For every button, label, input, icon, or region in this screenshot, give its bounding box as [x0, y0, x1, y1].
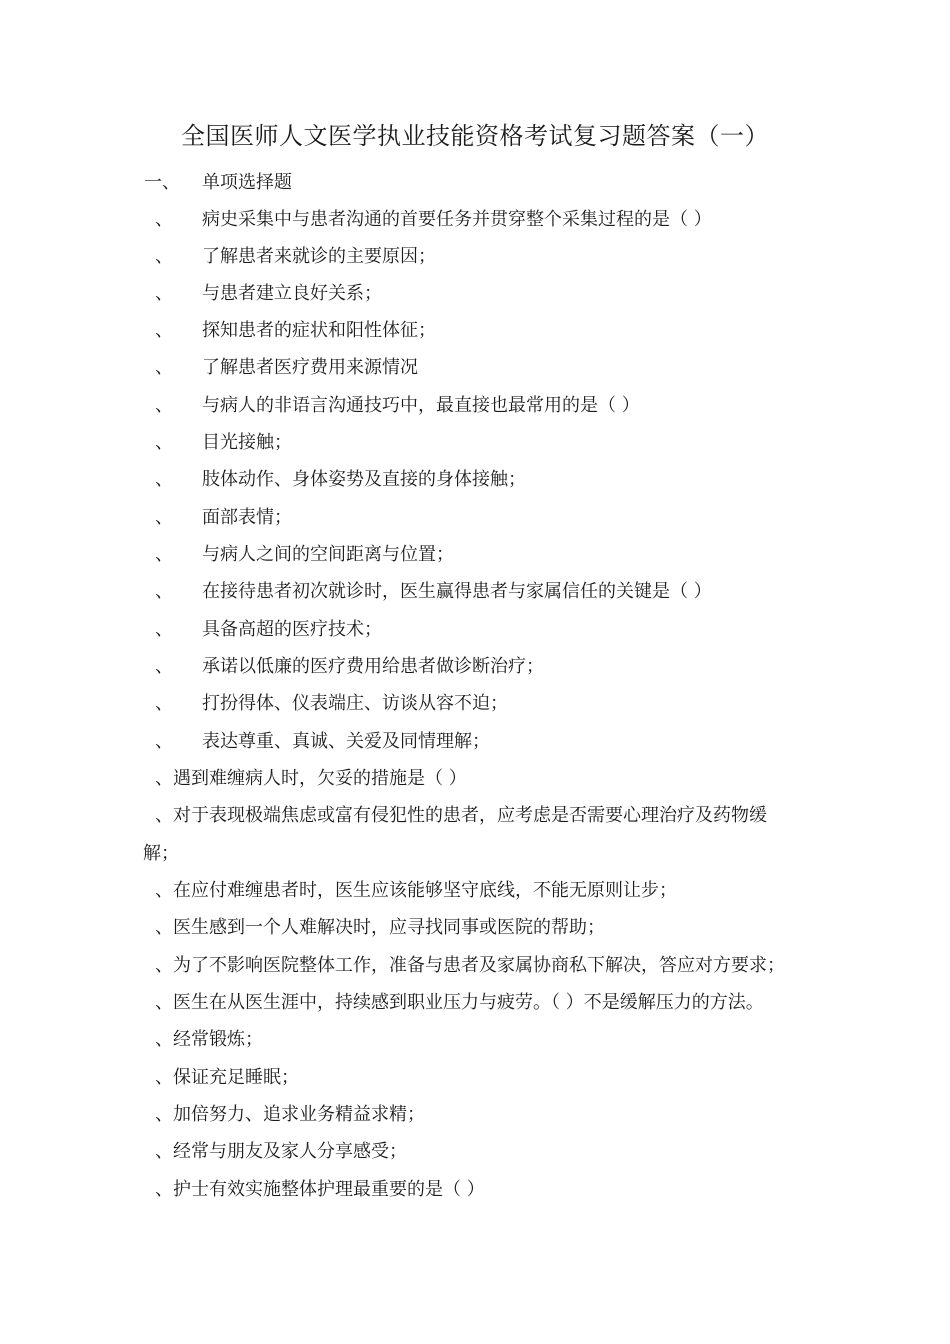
list-item-text: 、对于表现极端焦虑或富有侵犯性的患者，应考虑是否需要心理治疗及药物缓	[155, 805, 767, 826]
list-item-text: 了解患者医疗费用来源情况	[202, 357, 418, 378]
list-marker: 、	[155, 656, 173, 677]
section-heading-text: 单项选择题	[202, 172, 292, 193]
list-marker: 、	[155, 544, 173, 565]
section-marker: 一、	[144, 172, 180, 193]
list-item-text: 、护士有效实施整体护理最重要的是（ ）	[155, 1179, 485, 1200]
list-item-text: 、保证充足睡眠；	[155, 1067, 299, 1088]
list-item-text: 、经常锻炼；	[155, 1029, 263, 1050]
list-item-text: 、在应付难缠患者时，医生应该能够坚守底线，不能无原则让步；	[155, 880, 677, 901]
list-marker: 、	[155, 731, 173, 752]
list-item-text: 与病人的非语言沟通技巧中，最直接也最常用的是（ ）	[202, 395, 640, 416]
list-item-text: 探知患者的症状和阳性体征；	[202, 320, 436, 341]
list-item-text: 承诺以低廉的医疗费用给患者做诊断治疗；	[202, 656, 544, 677]
list-marker: 、	[155, 693, 173, 714]
list-item-text: 目光接触；	[202, 432, 292, 453]
list-marker: 、	[155, 357, 173, 378]
list-item-text: 、医生在从医生涯中，持续感到职业压力与疲劳。（ ）不是缓解压力的方法。	[155, 992, 764, 1013]
list-marker: 、	[155, 283, 173, 304]
list-marker: 、	[155, 395, 173, 416]
list-item-text: 、加倍努力、追求业务精益求精；	[155, 1104, 425, 1125]
list-marker: 、	[155, 209, 173, 230]
list-item-text: 在接待患者初次就诊时，医生赢得患者与家属信任的关键是（ ）	[202, 581, 712, 602]
list-item-text: 、遇到难缠病人时，欠妥的措施是（ ）	[155, 768, 467, 789]
list-item-text: 、医生感到一个人难解决时，应寻找同事或医院的帮助；	[155, 917, 605, 938]
list-marker: 、	[155, 581, 173, 602]
list-item-text: 打扮得体、仪表端庄、访谈从容不迫；	[202, 693, 508, 714]
list-marker: 、	[155, 507, 173, 528]
list-item-text: 与病人之间的空间距离与位置；	[202, 544, 454, 565]
list-item-text: 表达尊重、真诚、关爱及同情理解；	[202, 731, 490, 752]
document-title: 全国医师人文医学执业技能资格考试复习题答案（一）	[181, 122, 769, 150]
list-marker: 、	[155, 320, 173, 341]
list-marker: 、	[155, 619, 173, 640]
list-item-text: 了解患者来就诊的主要原因；	[202, 246, 436, 267]
list-item-text: 肢体动作、身体姿势及直接的身体接触；	[202, 469, 526, 490]
list-item-text: 面部表情；	[202, 507, 292, 528]
list-item-text: 、经常与朋友及家人分享感受；	[155, 1141, 407, 1162]
list-marker: 、	[155, 469, 173, 490]
list-item-text: 与患者建立良好关系；	[202, 283, 382, 304]
list-item-text: 解；	[143, 843, 179, 864]
list-marker: 、	[155, 246, 173, 267]
list-item-text: 、为了不影响医院整体工作，准备与患者及家属协商私下解决，答应对方要求；	[155, 955, 785, 976]
list-item-text: 病史采集中与患者沟通的首要任务并贯穿整个采集过程的是（ ）	[202, 209, 712, 230]
list-marker: 、	[155, 432, 173, 453]
list-item-text: 具备高超的医疗技术；	[202, 619, 382, 640]
